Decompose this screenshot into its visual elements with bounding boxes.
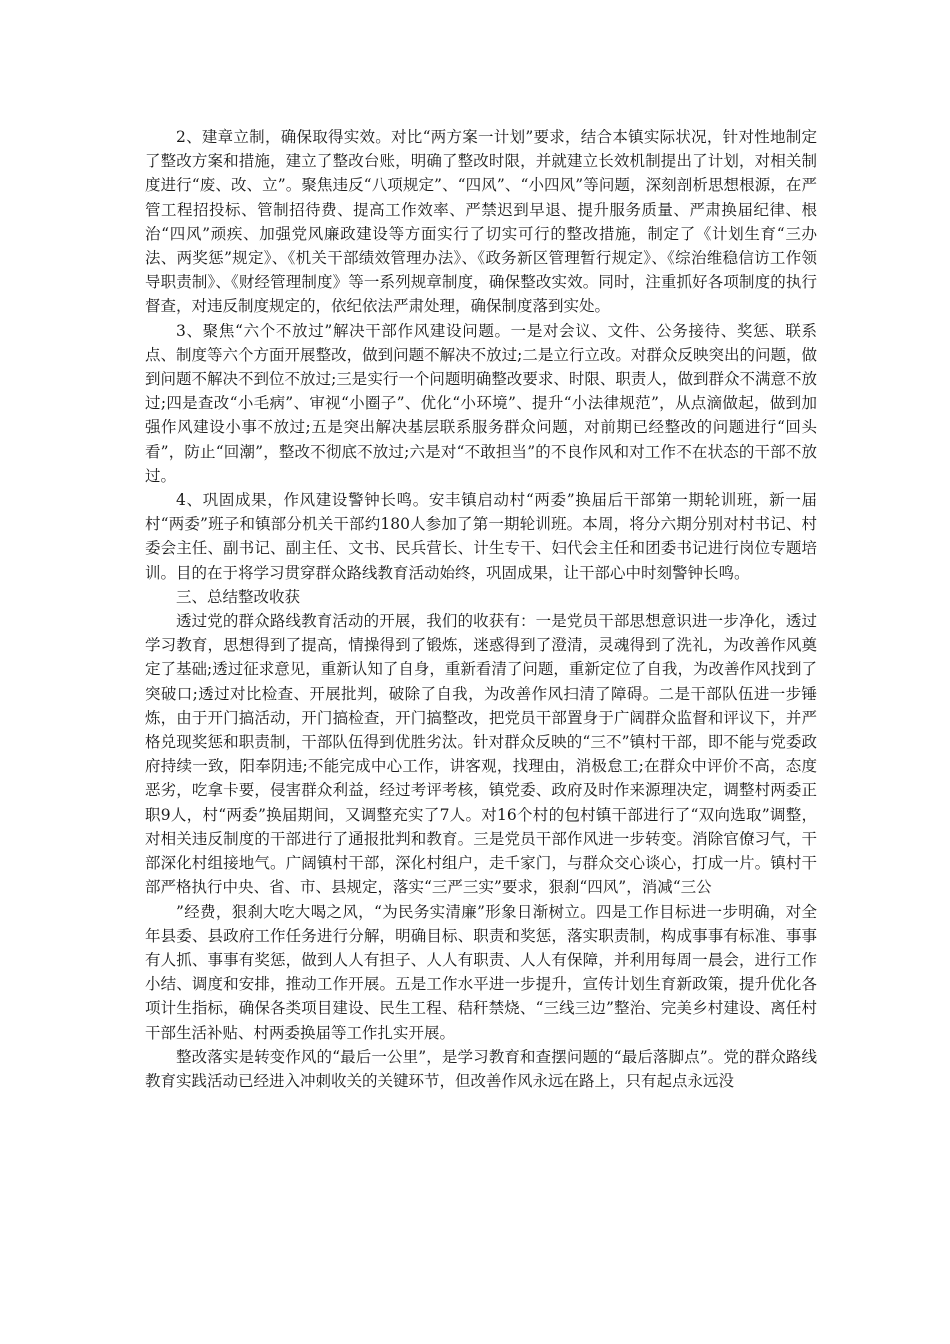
paragraph-consolidate-results: 4、巩固成果，作风建设警钟长鸣。安丰镇启动村“两委”换届后干部第一期轮训班，新一届村“两委”班子和镇部分机关干部约180人参加了第一期轮训班。本周，将分六期分别对村书记、村委会主任、副书记、副主任、文书、民兵营长、计生专干、妇代会主任和团委书记进行岗位专题培训。目的在于将学习贯穿群众路线教育活动始终，巩固成果，让干部心中时刻警钟长鸣。 [145,491,817,582]
section-heading: 三、总结整改收获 [176,587,301,606]
paragraph-gains: 透过党的群众路线教育活动的开展，我们的收获有：一是党员干部思想意识进一步净化，透过学习教育，思想得到了提高，情操得到了锻炼，迷惑得到了澄清，灵魂得到了洗礼，为改善作风奠定了基础;透过征求意见，重新认知了自身，重新看清了问题，重新定位了自我，为改善作风找到了突破口;透过对比检查、开展批判，破除了自我，为改善作风扫清了障碍。二是干部队伍进一步锤炼，由于开门搞活动，开门搞检查，开门搞整改，把党员干部置身于广阔群众监督和评议下，并严格兑现奖惩和职责制，干部队伍得到优胜劣汰。针对群众反映的“三不”镇村干部，即不能与党委政府持续一致，阳奉阴违;不能完成中心工作，讲客观，找理由，消极怠工;在群众中评价不高，态度恶劣，吃拿卡要，侵害群众利益，经过考评考核，镇党委、政府及时作来源理决定，调整村两委正职9人，村“两委”换届期间，又调整充实了7人。对16个村的包村镇干部进行了“双向选取”调整，对相关违反制度的干部进行了通报批判和教育。三是党员干部作风进一步转变。消除官僚习气，干部深化村组接地气。广阔镇村干部，深化村组户，走千家门，与群众交心谈心，打成一片。镇村干部严格执行中央、省、市、县规定，落实“三严三实”要求，狠刹“四风”，消减“三公 [145,612,817,897]
paragraph-conclusion: 整改落实是转变作风的“最后一公里”，是学习教育和查摆问题的“最后落脚点”。党的群众路线教育实践活动已经进入冲刺收关的关键环节，但改善作风永远在路上，只有起点永远没 [145,1047,817,1090]
paragraph-rules: 2、建章立制，确保取得实效。对比“两方案一计划”要求，结合本镇实际状况，针对性地制定了整改方案和措施，建立了整改台账，明确了整改时限，并就建立长效机制提出了计划，对相关制度进行“废、改、立”。聚焦违反“八项规定”、“四风”、“小四风”等问题，深刻剖析思想根源，在严管工程招投标、管制招待费、提高工作效率、严禁迟到早退、提升服务质量、严肃换届纪律、根治“四风”顽疾、加强党风廉政建设等方面实行了切实可行的整改措施，制定了《计划生育“三办法、两奖惩”规定》、《机关干部绩效管理办法》、《政务新区管理暂行规定》、《综治维稳信访工作领导职责制》、《财经管理制度》等一系列规章制度，确保整改实效。同时，注重抓好各项制度的执行督查，对违反制度规定的，依纪依法严肃处理，确保制度落到实处。 [145,128,817,316]
document-body [145,125,817,1093]
paragraph-six-not-let-go: 3、聚焦“六个不放过”解决干部作风建设问题。一是对会议、文件、公务接待、奖惩、联系点、制度等六个方面开展整改，做到问题不解决不放过;二是立行立改。对群众反映突出的问题，做到问题不解决不到位不放过;三是实行一个问题明确整改要求、时限、职责人，做到群众不满意不放过;四是查改“小毛病”、审视“小圈子”、优化“小环境”、提升“小法律规范”，从点滴做起，做到加强作风建设小事不放过;五是突出解决基层联系服务群众问题，对前期已经整改的问题进行“回头看”，防止“回潮”，整改不彻底不放过;六是对“不敢担当”的不良作风和对工作不在状态的干部不放过。 [145,321,817,485]
paragraph-gains-continued: ”经费，狠刹大吃大喝之风，“为民务实清廉”形象日渐树立。四是工作目标进一步明确，对全年县委、县政府工作任务进行分解，明确目标、职责和奖惩，落实职责制，构成事事有标准、事事有人抓、事事有奖惩，做到人人有担子、人人有职责、人人有保障，并利用每周一晨会，进行工作小结、调度和安排，推动工作开展。五是工作水平进一步提升，宣传计划生育新政策，提升优化各项计生指标，确保各类项目建设、民生工程、秸秆禁烧、“三线三边”整治、完美乡村建设、离任村干部生活补贴、村两委换届等工作扎实开展。 [145,902,817,1042]
